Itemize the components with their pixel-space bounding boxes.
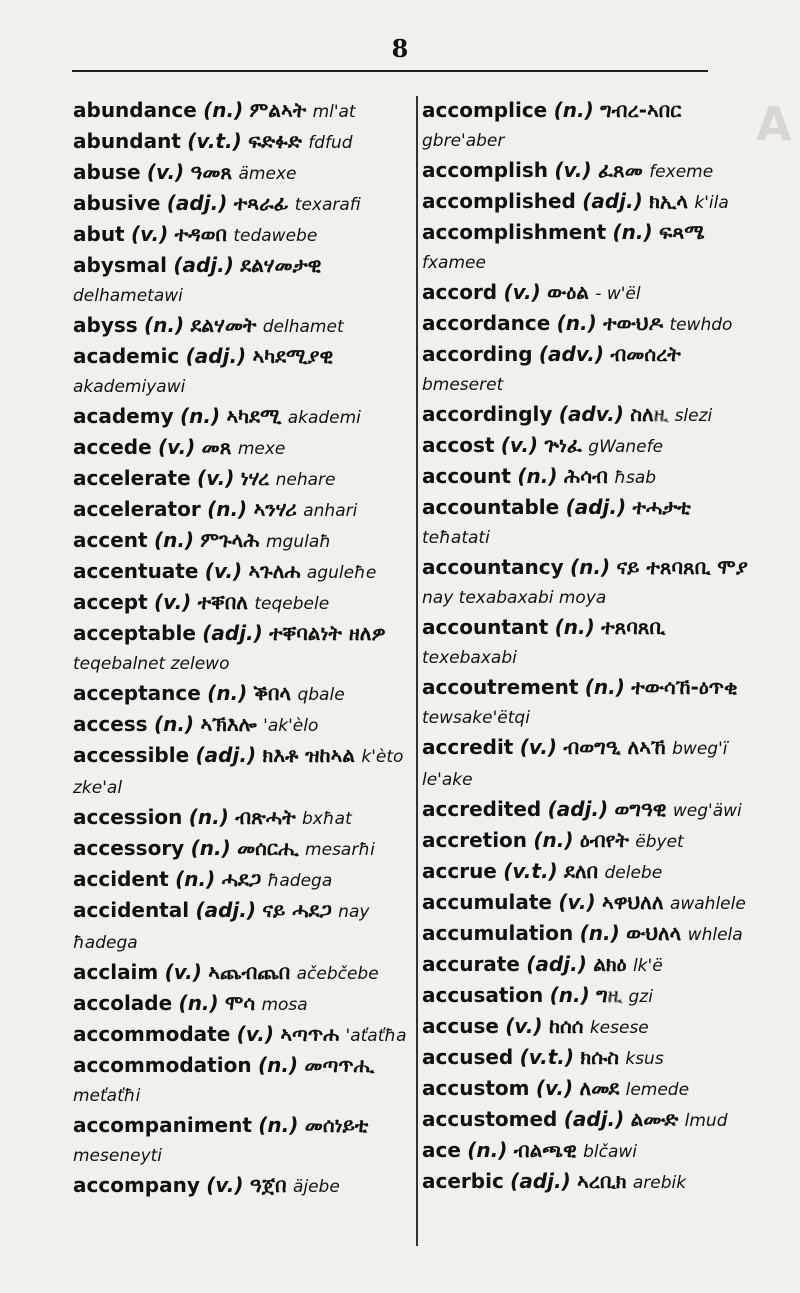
dictionary-entry xyxy=(422,857,752,888)
headword: accord xyxy=(422,280,498,304)
transliteration: delhamet xyxy=(262,317,344,337)
transliteration: delhametawi xyxy=(73,286,183,306)
headword: abundant xyxy=(73,129,181,153)
tigrinya-word: ብወግዒ ለኣኸ xyxy=(563,735,666,759)
part-of-speech: (v.t.) xyxy=(187,129,242,153)
transliteration: teħatati xyxy=(422,528,490,548)
tigrinya-word: ለመደ xyxy=(579,1076,620,1100)
dictionary-entry xyxy=(422,1074,752,1105)
transliteration: mosa xyxy=(261,995,308,1015)
transliteration: meťaťħi xyxy=(73,1086,141,1106)
part-of-speech: (adj.) xyxy=(510,1169,571,1193)
headword: academic xyxy=(73,344,180,368)
transliteration: gWanefe xyxy=(588,437,664,457)
headword: accomplished xyxy=(422,189,576,213)
part-of-speech: (v.) xyxy=(206,1173,244,1197)
part-of-speech: (n.) xyxy=(579,921,620,945)
transliteration: akademiyawi xyxy=(73,377,186,397)
part-of-speech: (n.) xyxy=(144,313,185,337)
part-of-speech: (n.) xyxy=(207,681,248,705)
part-of-speech: (v.) xyxy=(197,466,235,490)
tigrinya-word: ደለበ xyxy=(564,859,599,883)
tigrinya-word: ግዚ xyxy=(596,983,623,1007)
headword: abysmal xyxy=(73,253,167,277)
transliteration: k'ila xyxy=(694,193,729,213)
tigrinya-word: ፍጻሜ xyxy=(659,220,705,244)
tigrinya-word: ኣንሃሪ xyxy=(253,497,297,521)
dictionary-entry xyxy=(422,187,752,218)
dictionary-entry xyxy=(422,400,752,431)
column-divider xyxy=(416,96,418,1246)
headword: accoutrement xyxy=(422,675,579,699)
headword: academy xyxy=(73,404,174,428)
transliteration: lemede xyxy=(625,1080,690,1100)
headword: accede xyxy=(73,435,152,459)
tigrinya-word: ምልኣት xyxy=(249,98,307,122)
part-of-speech: (adj.) xyxy=(526,952,587,976)
part-of-speech: (n.) xyxy=(549,983,590,1007)
part-of-speech: (adj.) xyxy=(547,797,609,821)
tigrinya-word: ተቐበለ xyxy=(197,590,249,614)
headword: acerbic xyxy=(422,1169,504,1193)
transliteration: mesarħi xyxy=(305,840,375,860)
headword: abyss xyxy=(73,313,138,337)
headword: access xyxy=(73,712,148,736)
dictionary-entry xyxy=(73,710,411,741)
tigrinya-word: ኣጉለሐ xyxy=(248,559,301,583)
tigrinya-word: ኣረቢክ xyxy=(577,1169,627,1193)
tigrinya-word: ሕሳብ xyxy=(563,464,608,488)
tigrinya-word: ቕበላ xyxy=(253,681,292,705)
dictionary-entry xyxy=(73,588,411,619)
dictionary-entry xyxy=(73,865,411,896)
transliteration: arebik xyxy=(632,1173,687,1193)
dictionary-entry xyxy=(422,462,752,493)
part-of-speech: (n.) xyxy=(612,220,653,244)
part-of-speech: (n.) xyxy=(258,1113,299,1137)
part-of-speech: (v.) xyxy=(204,559,243,583)
part-of-speech: (adj.) xyxy=(565,495,627,519)
part-of-speech: (v.t.) xyxy=(503,859,558,883)
dictionary-entry xyxy=(73,342,411,402)
headword: acceptance xyxy=(73,681,201,705)
headword: accomplishment xyxy=(422,220,607,244)
part-of-speech: (n.) xyxy=(153,528,195,552)
transliteration: gbre'aber xyxy=(422,131,505,151)
transliteration: weg'äwi xyxy=(672,801,742,821)
dictionary-entry xyxy=(73,189,411,220)
tigrinya-word: ውህለላ xyxy=(626,921,682,945)
tigrinya-word: ክእቶ ዝከኣል xyxy=(262,743,355,767)
dictionary-entry xyxy=(73,958,411,989)
transliteration: kesese xyxy=(589,1018,649,1038)
headword: accentuate xyxy=(73,559,199,583)
tigrinya-word: ሓደጋ xyxy=(221,867,262,891)
dictionary-entry xyxy=(73,896,411,958)
transliteration: qbale xyxy=(297,685,345,705)
headword: accessory xyxy=(73,836,185,860)
dictionary-entry xyxy=(422,1105,752,1136)
headword: accent xyxy=(73,528,148,552)
transliteration: äjebe xyxy=(292,1177,340,1197)
right-column xyxy=(422,96,752,1198)
dictionary-entry xyxy=(422,1136,752,1167)
tigrinya-word: ዓመጸ xyxy=(190,160,233,184)
transliteration: k'èto zke'al xyxy=(73,747,404,798)
dictionary-entry xyxy=(422,218,752,278)
part-of-speech: (n.) xyxy=(188,805,229,829)
transliteration: ml'at xyxy=(312,102,356,122)
tigrinya-word: ጕነፈ xyxy=(544,433,582,457)
transliteration: slezi xyxy=(674,406,713,426)
part-of-speech: (v.) xyxy=(503,280,541,304)
tigrinya-word: ደልሃመታዊ xyxy=(240,253,322,277)
left-column xyxy=(73,96,411,1202)
transliteration: mexe xyxy=(237,439,286,459)
dictionary-entry xyxy=(73,526,411,557)
headword: accusation xyxy=(422,983,544,1007)
dictionary-entry xyxy=(422,950,752,981)
part-of-speech: (v.) xyxy=(146,160,185,184)
transliteration: gzi xyxy=(628,987,653,1007)
tigrinya-word: ብመሰረት xyxy=(610,342,681,366)
part-of-speech: (adv.) xyxy=(538,342,605,366)
part-of-speech: (v.) xyxy=(130,222,169,246)
dictionary-entry xyxy=(73,251,411,311)
part-of-speech: (n.) xyxy=(467,1138,508,1162)
tigrinya-word: ተውሳኸ-ዕጥቂ xyxy=(631,675,738,699)
headword: accompaniment xyxy=(73,1113,252,1137)
tigrinya-word: ኣካደሚ xyxy=(226,404,282,428)
part-of-speech: (v.t.) xyxy=(519,1045,575,1069)
headword: accustom xyxy=(422,1076,530,1100)
transliteration: lk'ë xyxy=(632,956,663,976)
dictionary-entry xyxy=(73,989,411,1020)
transliteration: tewhdo xyxy=(669,315,733,335)
transliteration: ħsab xyxy=(614,468,657,488)
transliteration: mgulaħ xyxy=(265,532,332,552)
tigrinya-word: ምጉላሕ xyxy=(200,528,260,552)
part-of-speech: (v.) xyxy=(500,433,539,457)
headword: accustomed xyxy=(422,1107,558,1131)
tigrinya-word: ተሓታቲ xyxy=(632,495,691,519)
headword: accession xyxy=(73,805,183,829)
headword: accrue xyxy=(422,859,497,883)
transliteration: nay texabaxabi moya xyxy=(422,588,607,608)
headword: accompany xyxy=(73,1173,200,1197)
dictionary-entry xyxy=(422,156,752,187)
part-of-speech: (v.) xyxy=(158,435,196,459)
part-of-speech: (n.) xyxy=(533,828,574,852)
transliteration: fexeme xyxy=(649,162,714,182)
part-of-speech: (n.) xyxy=(153,712,195,736)
part-of-speech: (adj.) xyxy=(185,344,247,368)
tigrinya-word: መጸ xyxy=(201,435,232,459)
tigrinya-word: ተጻራፊ xyxy=(233,191,289,215)
headword: accost xyxy=(422,433,495,457)
dictionary-entry xyxy=(422,1012,752,1043)
transliteration: teqebele xyxy=(254,594,330,614)
headword: account xyxy=(422,464,511,488)
tigrinya-word: ሞሳ xyxy=(225,991,256,1015)
transliteration: ħadega xyxy=(267,871,333,891)
tigrinya-word: ስለዚ xyxy=(630,402,669,426)
part-of-speech: (adj.) xyxy=(563,1107,625,1131)
headword: accuse xyxy=(422,1014,499,1038)
part-of-speech: (n.) xyxy=(203,98,244,122)
transliteration: nehare xyxy=(275,470,336,490)
dictionary-entry xyxy=(73,402,411,433)
tigrinya-word: ልክዕ xyxy=(593,952,627,976)
dictionary-entry xyxy=(73,741,411,803)
headword: accumulation xyxy=(422,921,574,945)
headword: accessible xyxy=(73,743,190,767)
dictionary-entry xyxy=(73,495,411,526)
tigrinya-word: ክኢላ xyxy=(649,189,688,213)
part-of-speech: (n.) xyxy=(178,991,219,1015)
dictionary-entry xyxy=(73,96,411,127)
part-of-speech: (n.) xyxy=(207,497,248,521)
dictionary-entry xyxy=(73,464,411,495)
transliteration: ëbyet xyxy=(635,832,684,852)
dictionary-entry xyxy=(422,795,752,826)
dictionary-entry xyxy=(422,278,752,309)
part-of-speech: (adj.) xyxy=(582,189,643,213)
part-of-speech: (n.) xyxy=(175,867,216,891)
transliteration: fdfud xyxy=(308,133,353,153)
transliteration: bxħat xyxy=(302,809,352,829)
headword: accordingly xyxy=(422,402,553,426)
part-of-speech: (adj.) xyxy=(195,898,256,922)
part-of-speech: (n.) xyxy=(569,555,611,579)
transliteration: bmeseret xyxy=(422,375,504,395)
headword: abusive xyxy=(73,191,161,215)
dictionary-entry xyxy=(73,619,411,679)
headword: acceptable xyxy=(73,621,196,645)
part-of-speech: (v.) xyxy=(505,1014,543,1038)
headword: accountable xyxy=(422,495,560,519)
dictionary-entry xyxy=(73,220,411,251)
dictionary-entry xyxy=(422,919,752,950)
dictionary-entry xyxy=(73,433,411,464)
tigrinya-word: ተውህዶ xyxy=(603,311,664,335)
tigrinya-word: ናይ ሓደጋ xyxy=(262,898,332,922)
tigrinya-word: ደልሃመት xyxy=(190,313,257,337)
tigrinya-word: ኣጨብጨበ xyxy=(208,960,291,984)
headword: accommodation xyxy=(73,1053,252,1077)
dictionary-entry xyxy=(73,834,411,865)
part-of-speech: (adj.) xyxy=(166,191,228,215)
headword: according xyxy=(422,342,533,366)
dictionary-entry xyxy=(73,1020,411,1051)
tigrinya-word: ዓጀበ xyxy=(249,1173,287,1197)
tigrinya-word: ተጸባጸቢ xyxy=(601,615,666,639)
part-of-speech: (n.) xyxy=(556,311,597,335)
transliteration: tedawebe xyxy=(233,226,318,246)
tigrinya-word: ግብረ-ኣበር xyxy=(600,98,682,122)
dictionary-entry xyxy=(73,1051,411,1111)
dictionary-entry xyxy=(422,613,752,673)
headword: accolade xyxy=(73,991,173,1015)
headword: accelerator xyxy=(73,497,201,521)
tigrinya-word: መሰርሒ xyxy=(237,836,299,860)
tigrinya-word: ኣጣጥሐ xyxy=(280,1022,340,1046)
transliteration: - w'ël xyxy=(595,284,641,304)
headword: accidental xyxy=(73,898,190,922)
transliteration: anhari xyxy=(303,501,358,521)
headword: accelerate xyxy=(73,466,191,490)
dictionary-entry xyxy=(73,311,411,342)
transliteration: teqebalnet zelewo xyxy=(73,654,230,674)
dictionary-entry xyxy=(422,673,752,733)
part-of-speech: (v.) xyxy=(164,960,202,984)
tigrinya-word: ኣዋህለለ xyxy=(602,890,664,914)
dictionary-entry xyxy=(422,340,752,400)
headword: accused xyxy=(422,1045,514,1069)
headword: accredited xyxy=(422,797,542,821)
transliteration: ačebčebe xyxy=(296,964,379,984)
headword: accurate xyxy=(422,952,520,976)
transliteration: lmud xyxy=(684,1111,728,1131)
dictionary-entry xyxy=(73,127,411,158)
headword: abuse xyxy=(73,160,141,184)
tigrinya-word: ውዕል xyxy=(547,280,589,304)
part-of-speech: (n.) xyxy=(554,615,595,639)
transliteration: awahlele xyxy=(669,894,746,914)
dictionary-entry xyxy=(73,679,411,710)
tigrinya-word: ወግዓዊ xyxy=(614,797,667,821)
transliteration: bweg'ï le'ake xyxy=(422,739,728,790)
part-of-speech: (v.) xyxy=(236,1022,274,1046)
dictionary-entry xyxy=(422,888,752,919)
dictionary-entry xyxy=(73,803,411,834)
headword: accountant xyxy=(422,615,549,639)
headword: abut xyxy=(73,222,125,246)
headword: accommodate xyxy=(73,1022,231,1046)
headword: accomplish xyxy=(422,158,548,182)
part-of-speech: (n.) xyxy=(584,675,625,699)
headword: accept xyxy=(73,590,148,614)
transliteration: ämexe xyxy=(238,164,297,184)
dictionary-entry xyxy=(422,553,752,613)
headword: accomplice xyxy=(422,98,548,122)
part-of-speech: (n.) xyxy=(517,464,558,488)
part-of-speech: (v.) xyxy=(519,735,558,759)
transliteration: meseneyti xyxy=(73,1146,163,1166)
thumb-index-letter: A xyxy=(756,97,792,151)
transliteration: ksus xyxy=(625,1049,664,1069)
dictionary-entry xyxy=(422,1167,752,1198)
page-number: 8 xyxy=(391,34,409,63)
header-rule xyxy=(72,70,708,72)
part-of-speech: (n.) xyxy=(179,404,221,428)
tigrinya-word: ክሱስ xyxy=(580,1045,619,1069)
dictionary-entry xyxy=(422,493,752,553)
part-of-speech: (v.) xyxy=(154,590,192,614)
tigrinya-word: ናይ ተጸባጸቢ ሞያ xyxy=(616,555,748,579)
part-of-speech: (adv.) xyxy=(558,402,624,426)
part-of-speech: (v.) xyxy=(554,158,592,182)
part-of-speech: (n.) xyxy=(257,1053,299,1077)
dictionary-entry xyxy=(422,431,752,462)
transliteration: 'aťaťħa xyxy=(345,1026,407,1046)
tigrinya-word: ተቐባልነት ዘለዎ xyxy=(269,621,386,645)
dictionary-entry xyxy=(422,826,752,857)
tigrinya-word: ከሰሰ xyxy=(548,1014,584,1038)
headword: ace xyxy=(422,1138,461,1162)
headword: acclaim xyxy=(73,960,159,984)
tigrinya-word: ኣኽእሎ xyxy=(200,712,257,736)
tigrinya-word: ተዳወበ xyxy=(174,222,227,246)
part-of-speech: (adj.) xyxy=(173,253,234,277)
part-of-speech: (n.) xyxy=(190,836,231,860)
tigrinya-word: ልሙድ xyxy=(630,1107,679,1131)
transliteration: 'ak'èlo xyxy=(263,716,319,736)
tigrinya-word: ኣካደሚያዊ xyxy=(252,344,334,368)
transliteration: texebaxabi xyxy=(422,648,517,668)
tigrinya-word: ዕብየት xyxy=(579,828,629,852)
part-of-speech: (adj.) xyxy=(195,743,257,767)
part-of-speech: (adj.) xyxy=(202,621,263,645)
transliteration: nay ħadega xyxy=(73,902,370,953)
dictionary-entry xyxy=(422,981,752,1012)
transliteration: tewsake'ëtqi xyxy=(422,708,530,728)
tigrinya-word: ፈጸመ xyxy=(597,158,643,182)
headword: accumulate xyxy=(422,890,552,914)
part-of-speech: (v.) xyxy=(535,1076,574,1100)
dictionary-entry xyxy=(422,1043,752,1074)
headword: abundance xyxy=(73,98,197,122)
tigrinya-word: ፍድፉድ xyxy=(248,129,302,153)
transliteration: delebe xyxy=(604,863,663,883)
headword: accretion xyxy=(422,828,528,852)
headword: accountancy xyxy=(422,555,564,579)
tigrinya-word: ብልጫዊ xyxy=(513,1138,577,1162)
part-of-speech: (v.) xyxy=(558,890,596,914)
tigrinya-word: መሰነይቲ xyxy=(304,1113,369,1137)
transliteration: texarafi xyxy=(294,195,361,215)
dictionary-entry xyxy=(422,309,752,340)
dictionary-entry xyxy=(73,1111,411,1171)
part-of-speech: (n.) xyxy=(553,98,594,122)
transliteration: aguleħe xyxy=(306,563,377,583)
headword: accident xyxy=(73,867,169,891)
tigrinya-word: ነሃረ xyxy=(240,466,270,490)
transliteration: fxamee xyxy=(422,253,486,273)
tigrinya-word: መጣጥሒ xyxy=(304,1053,375,1077)
dictionary-entry xyxy=(73,1171,411,1202)
transliteration: whlela xyxy=(687,925,743,945)
dictionary-entry xyxy=(73,557,411,588)
headword: accordance xyxy=(422,311,551,335)
transliteration: akademi xyxy=(287,408,361,428)
headword: accredit xyxy=(422,735,514,759)
dictionary-entry xyxy=(422,733,752,795)
transliteration: blčawi xyxy=(583,1142,637,1162)
dictionary-entry xyxy=(422,96,752,156)
dictionary-entry xyxy=(73,158,411,189)
tigrinya-word: ብጽሓት xyxy=(235,805,296,829)
